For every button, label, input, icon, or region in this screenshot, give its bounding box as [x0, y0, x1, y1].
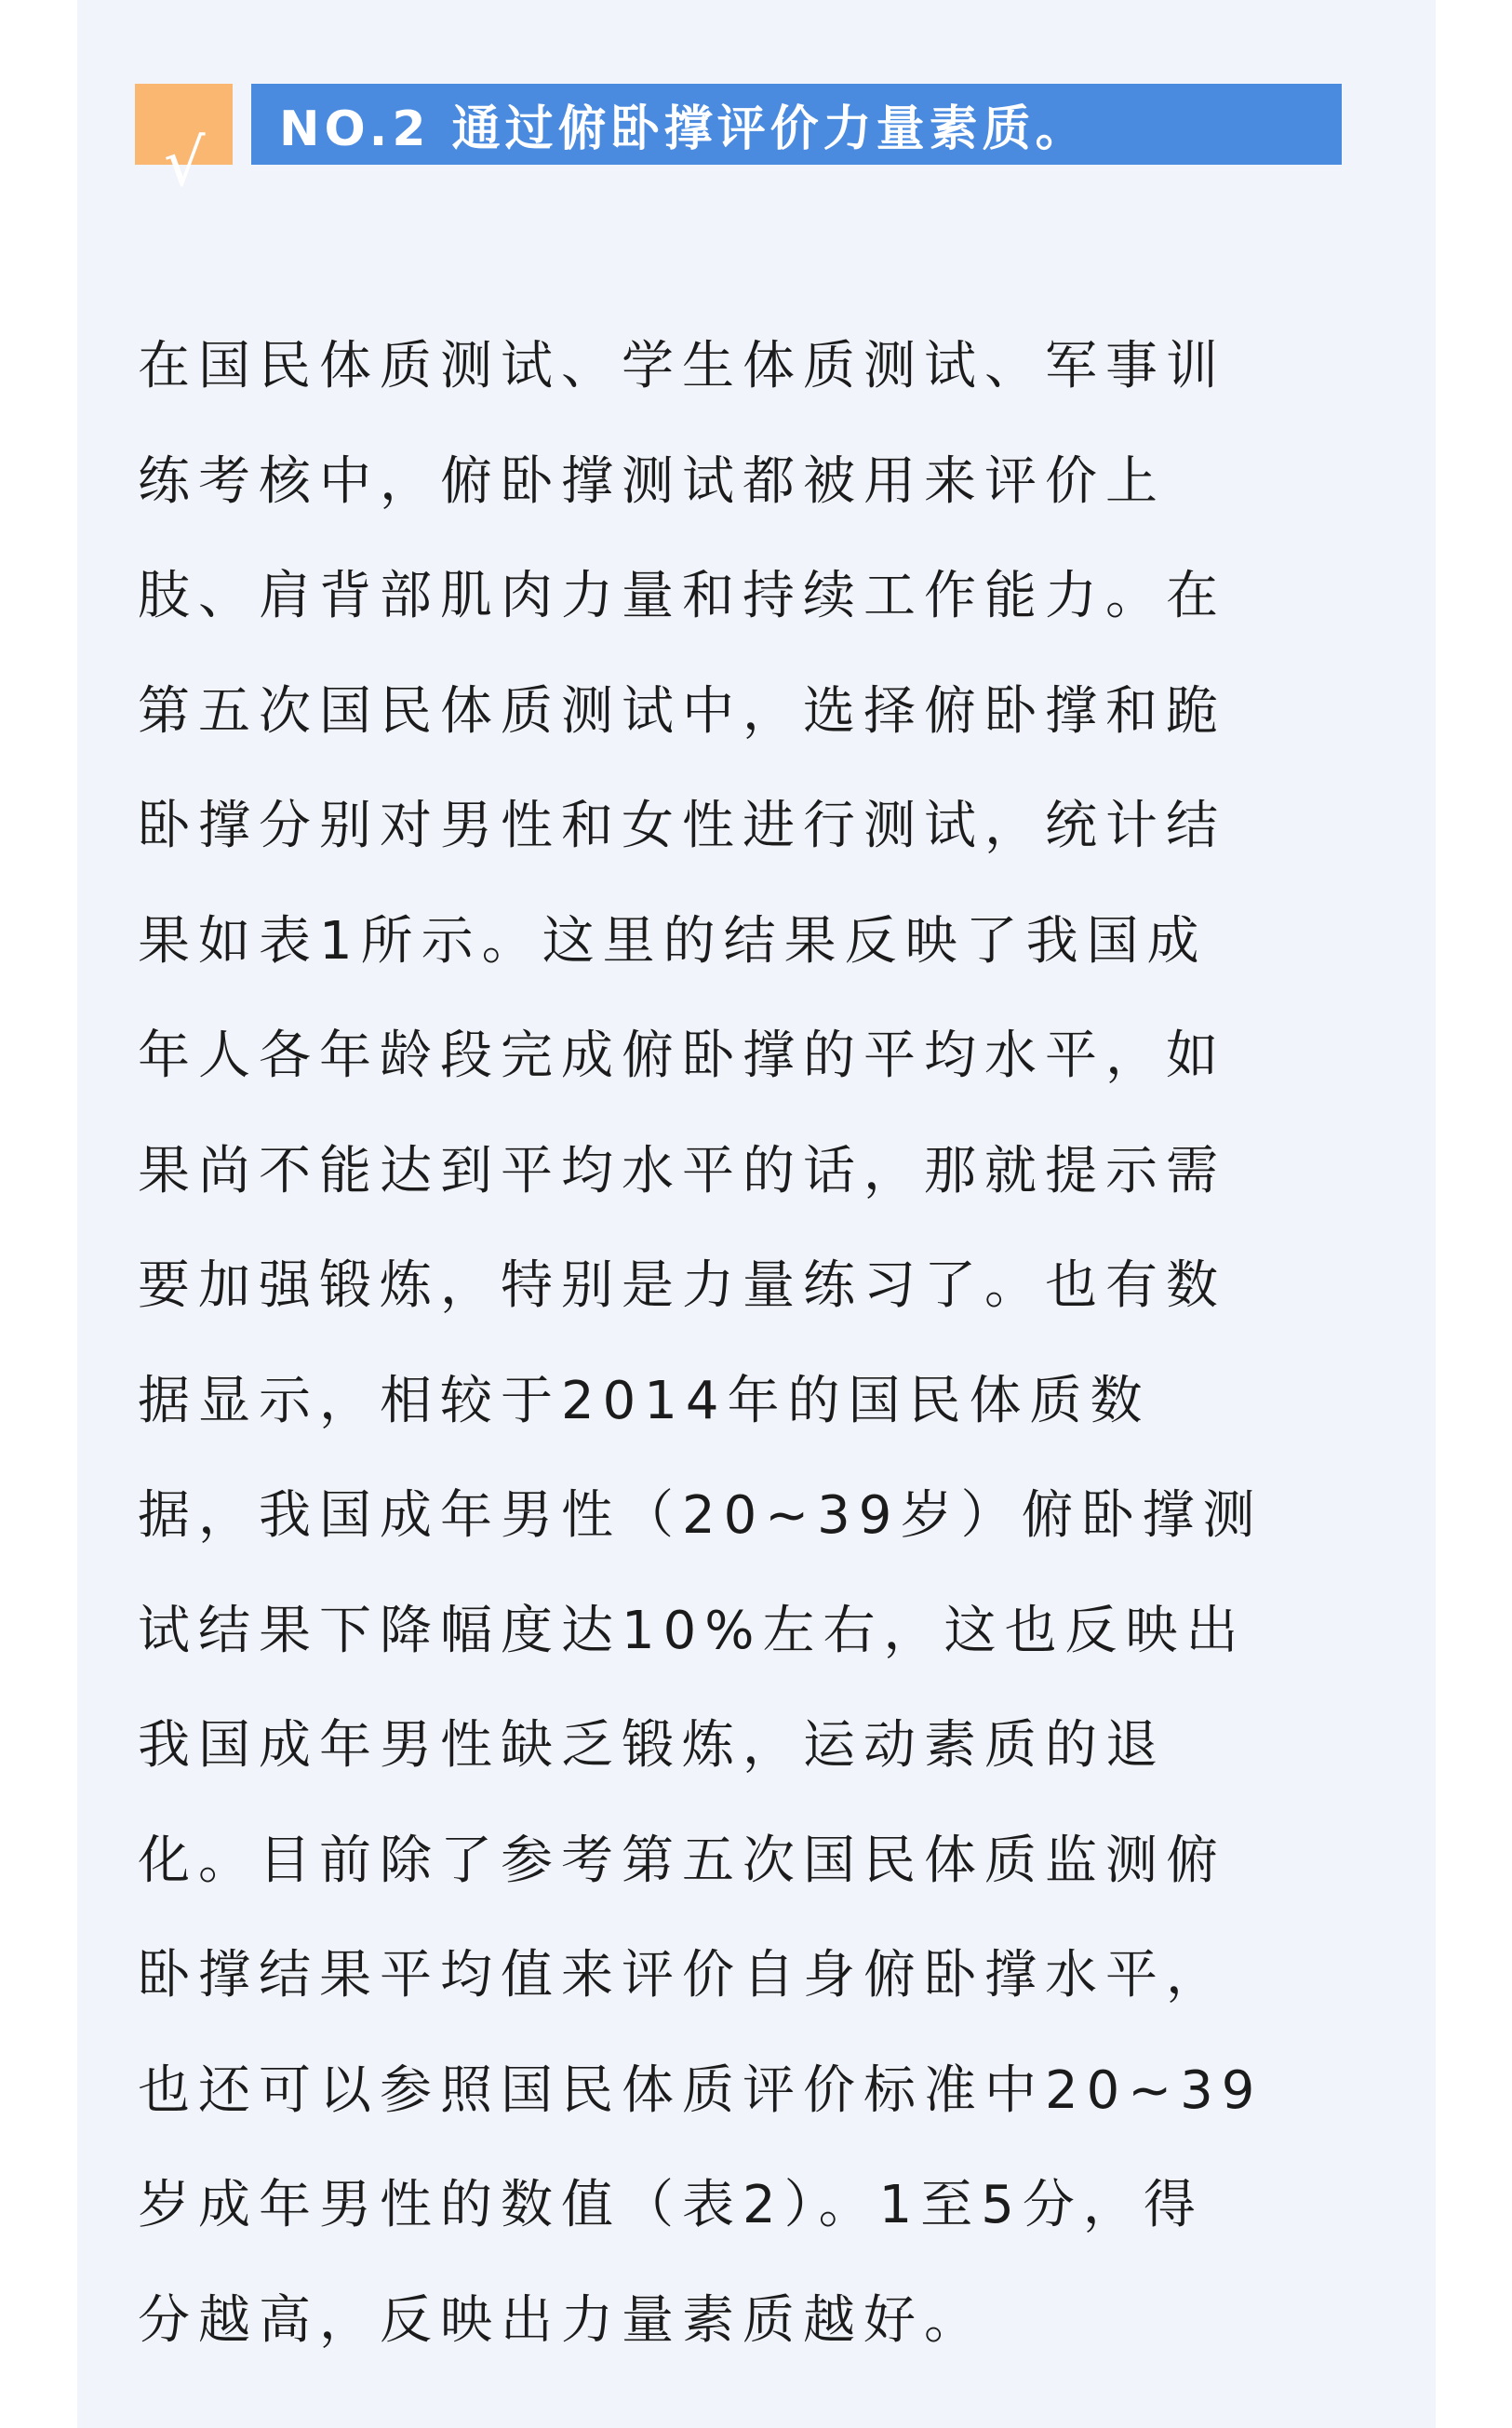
- text-line: 岁成年男性的数值（表2）。1至5分，得: [138, 2175, 1204, 2235]
- text-line: 化。目前除了参考第五次国民体质监测俯: [138, 1830, 1226, 1891]
- text-line: 练考核中，俯卧撑测试都被用来评价上: [138, 450, 1166, 512]
- text-line: 在国民体质测试、学生体质测试、军事训: [138, 336, 1226, 396]
- text-line: 要加强锻炼，特别是力量练习了。也有数: [138, 1255, 1226, 1316]
- text-line: 卧撑分别对男性和女性进行测试，统计结: [138, 796, 1226, 856]
- article-body: [138, 309, 1377, 2378]
- text-line: 据，我国成年男性（20~39岁）俯卧撑测: [138, 1485, 1264, 1546]
- text-line: 据显示，相较于2014年的国民体质数: [138, 1370, 1151, 1431]
- text-line: 果尚不能达到平均水平的话，那就提示需: [138, 1140, 1226, 1201]
- text-line: 分越高，反映出力量素质越好。: [138, 2289, 984, 2351]
- text-line: 肢、肩背部肌肉力量和持续工作能力。在: [138, 566, 1226, 626]
- text-line: 也还可以参照国民体质评价标准中20~39: [138, 2059, 1264, 2121]
- text-line: 试结果下降幅度达10%左右，这也反映出: [138, 1600, 1247, 1661]
- text-line: 卧撑结果平均值来评价自身俯卧撑水平，: [138, 1945, 1226, 2005]
- check-mark-icon: √: [164, 125, 206, 201]
- text-line: 果如表1所示。这里的结果反映了我国成: [138, 910, 1208, 972]
- text-line: 年人各年龄段完成俯卧撑的平均水平，如: [138, 1026, 1226, 1086]
- text-line: 我国成年男性缺乏锻炼，运动素质的退: [138, 1715, 1166, 1776]
- section-title: NO.2 通过俯卧撑评价力量素质。: [251, 84, 1342, 165]
- text-line: 第五次国民体质测试中，选择俯卧撑和跪: [138, 680, 1226, 742]
